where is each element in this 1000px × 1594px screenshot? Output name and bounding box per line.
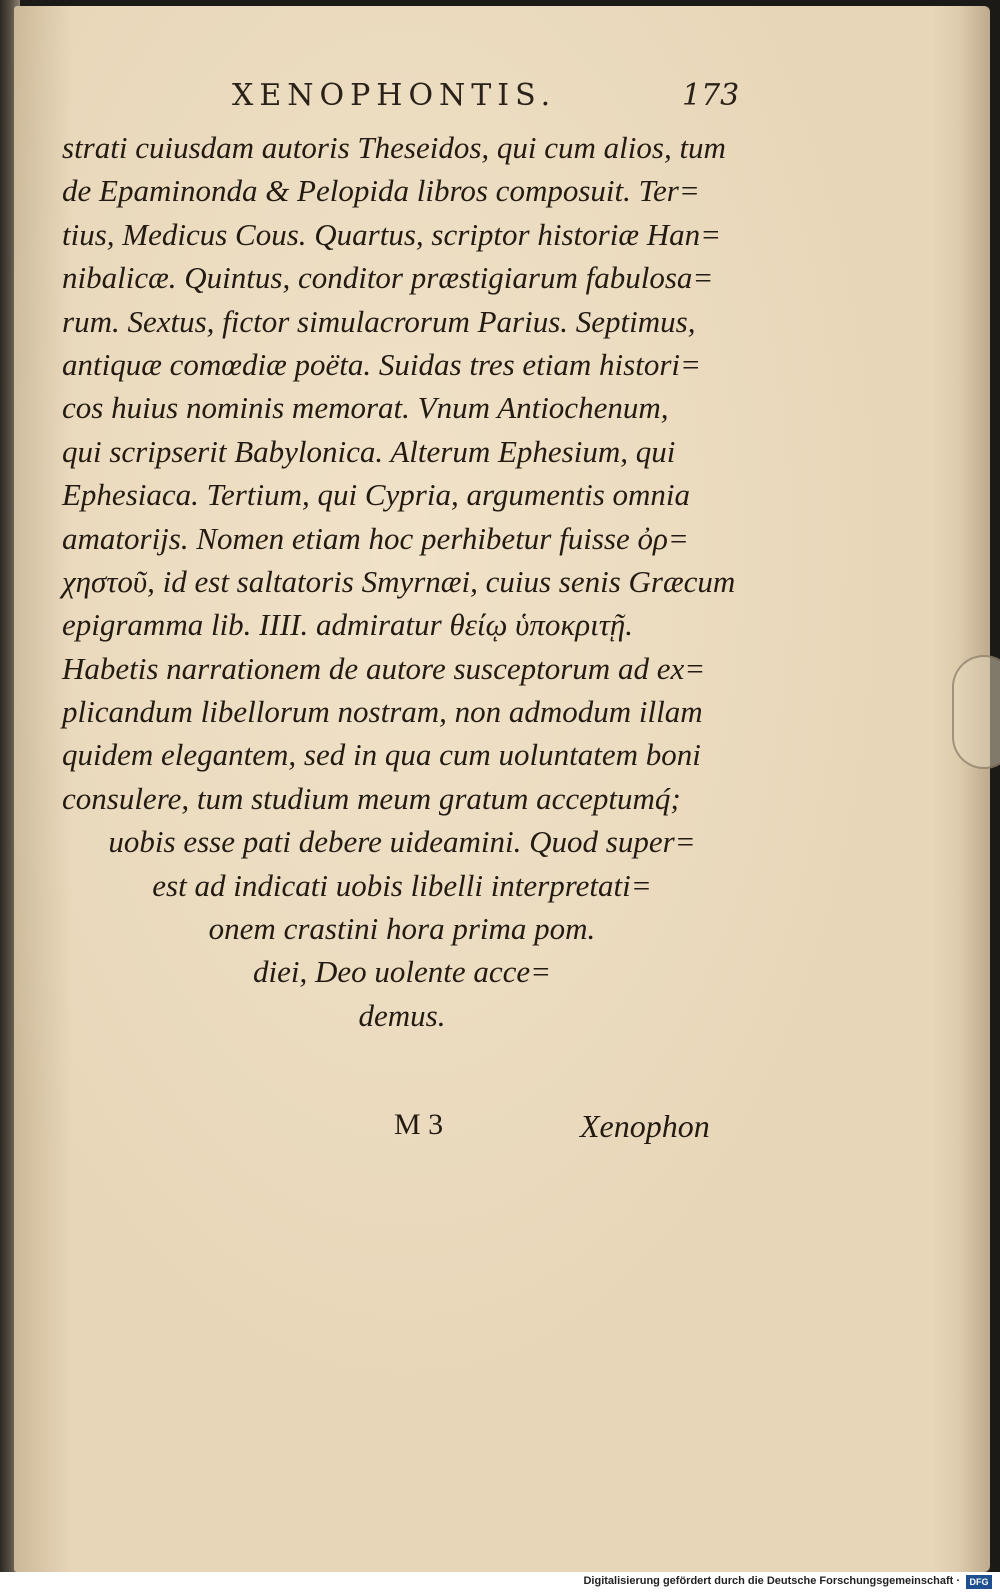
text-line: nibalicæ. Quintus, conditor præstigiarum fabulosa=: [62, 260, 714, 296]
text-line: onem crastini hora prima pom.: [208, 911, 596, 947]
text-line: est ad indicati uobis libelli interpretati=: [152, 867, 652, 903]
text-line: tius, Medicus Cous. Quartus, scriptor historiæ Han=: [62, 216, 722, 252]
text-line: consulere, tum studium meum gratum acceptumq́;: [62, 780, 681, 816]
text-line: demus.: [358, 997, 446, 1033]
running-head: XENOPHONTIS.: [232, 78, 557, 113]
digitization-footer: [0, 1572, 1000, 1594]
text-line: cos huius nominis memorat. Vnum Antiochenum,: [62, 390, 669, 426]
text-line: quidem elegantem, sed in qua cum uoluntatem boni: [62, 737, 701, 773]
text-line: de Epaminonda & Pelopida libros composuit. Ter=: [62, 173, 700, 209]
dfg-logo: DFG: [966, 1575, 992, 1589]
catchword: Xenophon: [580, 1108, 710, 1144]
signature-mark: M 3: [394, 1108, 444, 1141]
funding-credit: Digitalisierung gefördert durch die Deutsche Forschungsgemeinschaft ·: [583, 1575, 960, 1587]
page-number: 173: [682, 78, 740, 113]
page-header: [0, 78, 1000, 118]
text-line: Ephesiaca. Tertium, qui Cypria, argumentis omnia: [62, 477, 691, 513]
text-line: rum. Sextus, fictor simulacrorum Parius. Septimus,: [62, 303, 696, 339]
text-line: diei, Deo uolente acce=: [252, 954, 552, 990]
text-line: uobis esse pati debere uideamini. Quod super=: [108, 824, 696, 860]
page-edge-shadow: [958, 6, 990, 1572]
page-tab-mark: [952, 655, 1000, 769]
text-line: plicandum libellorum nostram, non admodum illam: [62, 694, 703, 730]
text-line: Habetis narrationem de autore susceptorum ad ex=: [62, 650, 706, 686]
text-line: amatorijs. Nomen etiam hoc perhibetur fuisse ὀρ=: [62, 520, 689, 556]
text-line: strati cuiusdam autoris Theseidos, qui cum alios, tum: [62, 130, 726, 165]
text-line: antiquæ comœdiæ poëta. Suidas tres etiam histori=: [62, 346, 701, 382]
text-line: epigramma lib. IIII. admiratur θείῳ ὑποκριτῇ.: [62, 607, 634, 643]
text-line: qui scripserit Babylonica. Alterum Ephesium, qui: [62, 433, 676, 469]
text-line: χηστοῦ, id est saltatoris Smyrnæi, cuius senis Græcum: [62, 563, 736, 599]
body-text: [62, 126, 742, 1037]
